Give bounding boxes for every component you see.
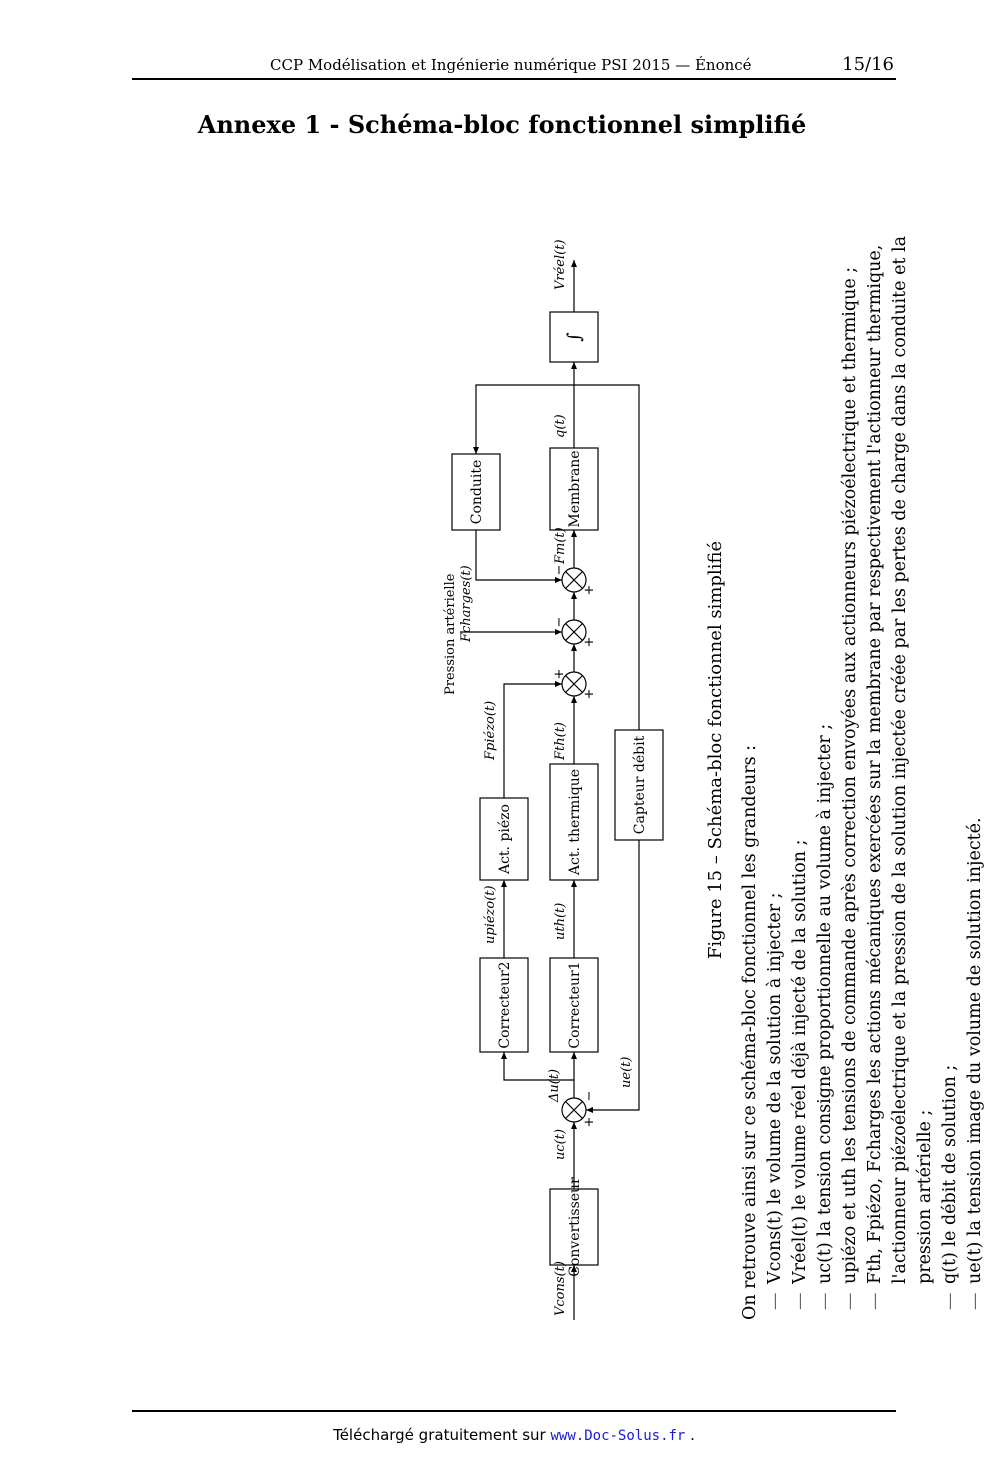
- signal-delta-u: Δu(t): [547, 1068, 562, 1102]
- page-number: 15/16: [842, 54, 894, 75]
- sign-minus-3: −: [552, 616, 567, 628]
- list-item: — Vréel(t) le volume réel déjà injecté de la solution ;: [788, 190, 813, 1310]
- sign-minus-1: −: [582, 1090, 597, 1102]
- signal-q: q(t): [553, 414, 568, 438]
- label-capteur-debit: Capteur débit: [632, 735, 648, 835]
- label-act-piezo: Act. piézo: [497, 803, 513, 875]
- label-integrator: ∫: [564, 332, 585, 342]
- list-item: — Fth, Fpiézo, Fcharges les actions mécaniques exercées sur la membrane par respectivement l'actionneur thermique, l'actionneur piézoélectrique et la pression de la solution injectée créée par les pertes de charge dans la conduite et la pression artérielle ;: [863, 190, 938, 1310]
- label-act-thermique: Act. thermique: [567, 768, 583, 876]
- signal-u-piezo: upiézo(t): [483, 885, 498, 944]
- page-title: Annexe 1 - Schéma-bloc fonctionnel simplifié: [197, 110, 807, 139]
- sign-plus-2a: +: [582, 688, 597, 700]
- label-correcteur2: Correcteur2: [497, 961, 513, 1049]
- sign-plus-4: +: [582, 584, 597, 596]
- signal-f-th: Fth(t): [553, 722, 568, 760]
- signal-u-th: uth(t): [553, 902, 568, 940]
- list-item: — Vcons(t) le volume de la solution à injecter ;: [763, 190, 788, 1310]
- footer-label: Téléchargé gratuitement sur: [333, 1426, 546, 1444]
- label-correcteur1: Correcteur1: [567, 961, 583, 1049]
- figure-caption: Figure 15 – Schéma-bloc fonctionnel simplifié: [705, 540, 726, 960]
- signal-v-reel: Vréel(t): [553, 239, 568, 290]
- block-diagram: [360, 180, 690, 1320]
- footer-end: .: [690, 1426, 695, 1444]
- signal-u-c: uc(t): [553, 1128, 568, 1160]
- footer-text: [132, 1426, 896, 1444]
- label-conduite: Conduite: [469, 459, 485, 525]
- description-intro: On retrouve ainsi sur ce schéma-bloc fonctionnel les grandeurs :: [740, 744, 760, 1320]
- list-item: — uc(t) la tension consigne proportionnelle au volume à injecter ;: [813, 190, 838, 1310]
- description-list: [763, 190, 988, 1320]
- label-membrane: Membrane: [567, 450, 583, 528]
- signal-pression: Pression artérielle: [443, 573, 458, 695]
- signal-u-e: ue(t): [619, 1056, 634, 1088]
- description: [738, 190, 988, 1320]
- page-header: [132, 56, 896, 80]
- signal-f-piezo: Fpiézo(t): [483, 700, 498, 760]
- sign-plus-1: +: [582, 1116, 597, 1128]
- signal-v-cons: Vcons(t): [553, 1261, 568, 1316]
- label-convertisseur: Convertisseur: [567, 1177, 583, 1277]
- header-title: CCP Modélisation et Ingénierie numérique PSI 2015 — Énoncé: [270, 56, 752, 74]
- sign-plus-3: +: [582, 636, 597, 648]
- list-item: — upiézo et uth les tensions de commande après correction envoyées aux actionneurs piézoélectrique et thermique ;: [838, 190, 863, 1310]
- signal-f-m: Fm(t): [553, 527, 568, 564]
- signal-f-charges: Fcharges(t): [459, 565, 474, 642]
- list-item: — q(t) le débit de solution ;: [938, 190, 963, 1310]
- sign-plus-2b: +: [552, 668, 567, 680]
- page-footer: [132, 1410, 896, 1444]
- footer-link[interactable]: www.Doc-Solus.fr: [550, 1428, 686, 1444]
- rotated-figure: [360, 180, 985, 1320]
- list-item: — ue(t) la tension image du volume de solution injecté.: [963, 190, 988, 1310]
- sign-minus-4: −: [552, 564, 567, 576]
